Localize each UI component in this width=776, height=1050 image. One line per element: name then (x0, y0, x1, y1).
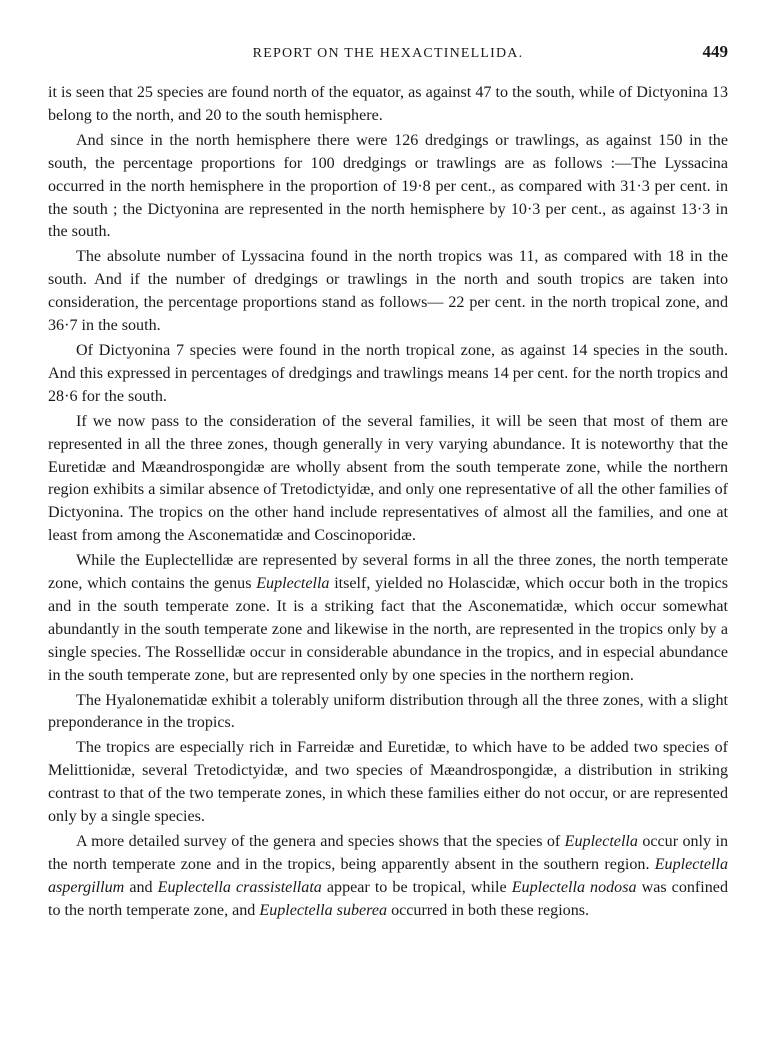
text-segment: itself, yielded no Holascidæ, which occur both in the tropics and in the south temperate zone. It is a striking fact that the Asconematidæ, which occur somewhat abundantly in the south temperate zone and likewise in the north, are represented in the tropics only by a single species. The Rossellidæ occur in considerable abundance in the tropics, and in especial abundance in the south temperate zone, but are represented only by one species in the northern region. (48, 575, 728, 684)
paragraph (48, 130, 728, 245)
paragraph (48, 831, 728, 923)
text-segment: appear to be tropical, while (321, 878, 512, 896)
paragraph (48, 82, 728, 128)
text-segment: The tropics are especially rich in Farreidæ and Euretidæ, to which have to be added two species of Melittionidæ, several Tretodictyidæ, and two species of Mæandrospongidæ, a distribution in striking contrast to that of the two temperate zones, in which these families either do not occur, or are represented only by a single species. (48, 739, 728, 826)
text-segment: it is seen that 25 species are found north of the equator, as against 47 to the south, while of Dictyonina 13 belong to the north, and 20 to the south hemisphere. (48, 84, 728, 124)
text-segment: The absolute number of Lyssacina found in the north tropics was 11, as compared with 18 in the south. And if the number of dredgings or trawlings in the north and south tropics are taken into consideration, the percentage proportions stand as follows— 22 per cent. in the north tropical zone, and 36·7 in the south. (48, 248, 728, 335)
body-text (48, 82, 728, 923)
paragraph (48, 340, 728, 409)
page (48, 42, 728, 925)
paragraph (48, 411, 728, 548)
paragraph (48, 737, 728, 829)
text-segment: occurred in both these regions. (387, 901, 590, 919)
italic-taxon-name: Euplectella aspergillum (48, 855, 728, 896)
text-segment: The Hyalonematidæ exhibit a tolerably uniform distribution through all the three zones, with a slight preponderance in the tropics. (48, 691, 728, 732)
paragraph (48, 246, 728, 338)
italic-taxon-name: Euplectella crassistellata (157, 878, 322, 896)
paragraph (48, 690, 728, 736)
text-segment: And since in the north hemisphere there were 126 dredgings or trawlings, as against 150 in the south, the percentage proportions for 100 dredgings or trawlings are as follows :—The Lyssacina occurred in the north hemisphere in the proportion of 19·8 per cent., as compared with 31·3 per cent. in the south ; the Dictyonina are represented in the north hemisphere by 10·3 per cent., as against 13·3 in the south. (48, 131, 728, 241)
running-header (48, 42, 728, 66)
text-segment: A more detailed survey of the genera and species shows that the species of (76, 833, 565, 850)
text-segment: While the Euplectellidæ are represented by several forms in all the three zones, the north temperate zone, which contains the genus (48, 552, 728, 593)
italic-taxon-name: Euplectella (564, 833, 638, 850)
text-segment: If we now pass to the consideration of the several families, it will be seen that most of them are represented in all the three zones, though generally in very varying abundance. It is noteworthy that the Euretidæ and Mæandrospongidæ are wholly absent from the south temperate zone, while the northern region exhibits a similar absence of Tretodictyidæ, and only one representative of all the other families of Dictyonina. The tropics on the other hand include representatives of almost all the families, and one at least from among the Asconematidæ and Coscinoporidæ. (48, 412, 728, 545)
text-segment: Of Dictyonina 7 species were found in the north tropical zone, as against 14 species in the south. And this expressed in percentages of dredgings and trawlings means 14 per cent. for the north tropics and 28·6 for the south. (48, 341, 728, 405)
running-title: REPORT ON THE HEXACTINELLIDA. (252, 46, 524, 61)
text-segment: and (124, 878, 158, 896)
italic-taxon-name: Euplectella suberea (259, 901, 388, 919)
text-segment: occur only in the north temperate zone and in the tropics, being apparently absent in the southern region. (48, 833, 728, 873)
italic-taxon-name: Euplectella nodosa (511, 878, 637, 896)
text-segment: was confined to the north temperate zone, and (48, 878, 728, 919)
paragraph (48, 550, 728, 687)
italic-taxon-name: Euplectella (256, 575, 330, 593)
page-number: 449 (702, 42, 728, 61)
